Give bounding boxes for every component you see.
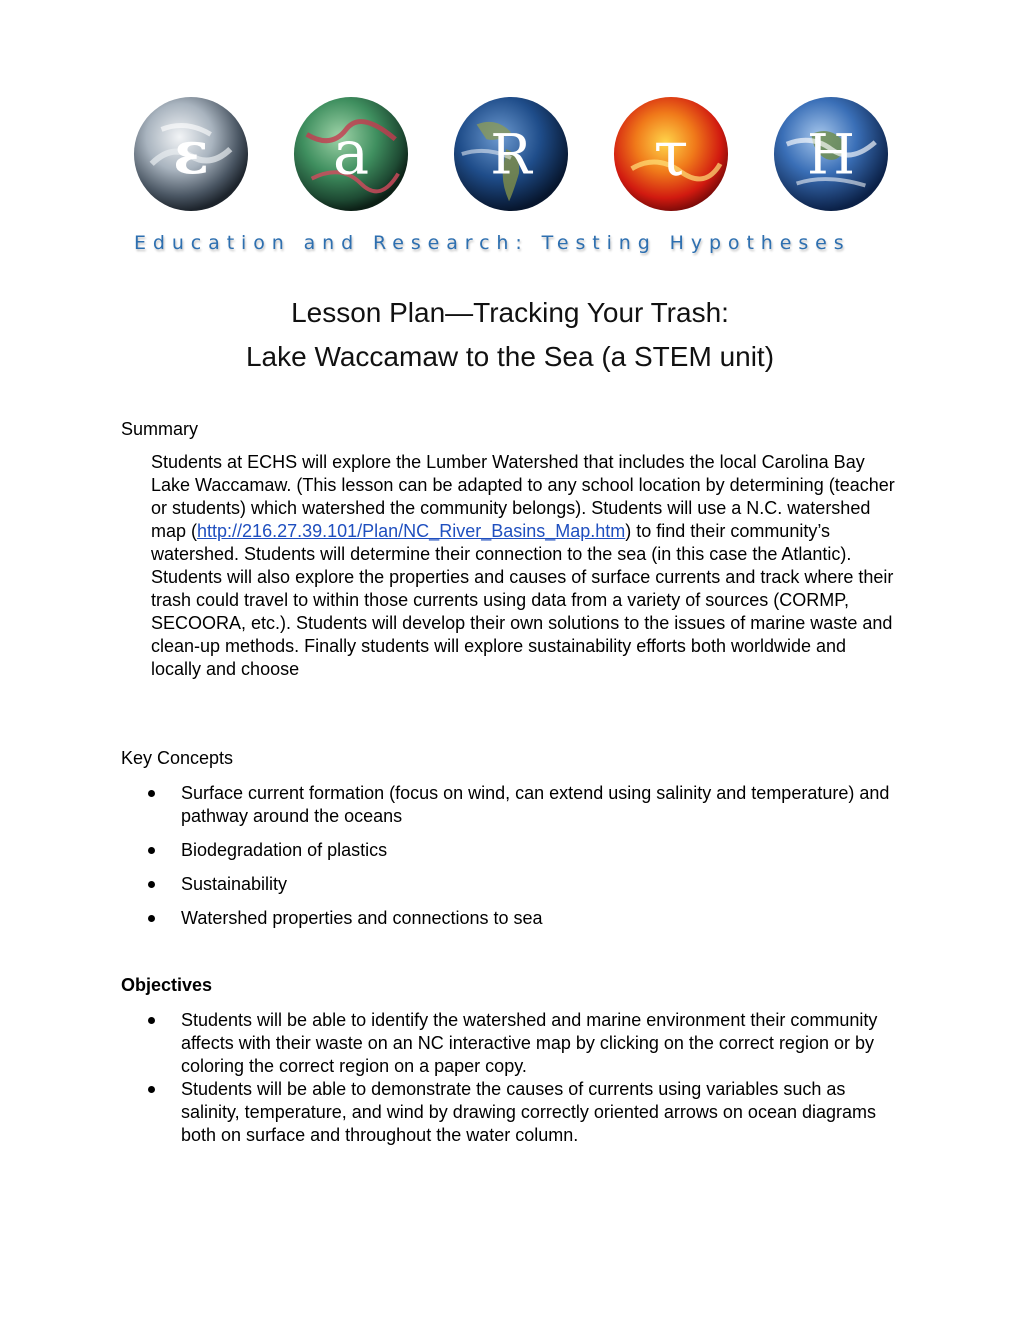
page-title-line-1: Lesson Plan—Tracking Your Trash: [291,297,729,328]
summary-heading: Summary [121,419,199,439]
logo-letter: H [806,122,856,187]
list-item [0,839,900,862]
summary-text-part-1: Students at ECHS will explore the Lumber Watershed that includes the local Carolina Bay Lake Waccamaw. (This lesson can be adapted to any school location by determining (teacher or students) which watershed the community belongs). Students will use a N.C. watershed map ( [151,452,895,541]
key-concepts-heading: Key Concepts [121,748,234,768]
list-item-text: Students will be able to identify the watershed and marine environment their community affects with their waste on an NC interactive map by clicking on the correct region or by coloring the correct region on a paper copy. [181,1010,878,1076]
globe-t-image [612,95,730,213]
bullet-icon [148,847,155,854]
list-item [0,1078,900,1147]
list-item-text: Biodegradation of plastics [181,840,388,860]
list-item-text: Sustainability [181,874,288,894]
objectives-list [0,1009,900,1147]
bullet-icon [148,790,155,797]
bullet-icon [148,915,155,922]
key-concepts-list [0,782,900,930]
globe-e-image [132,95,250,213]
logo-letter: τ [653,117,689,191]
list-item [0,907,900,930]
tagline: Education and Research: Testing Hypotheses [134,232,851,254]
list-item [0,873,900,896]
list-item-text: Students will be able to demonstrate the causes of currents using variables such as salinity, temperature, and wind by drawing correctly oriented arrows on ocean diagrams both on surface and throughout the water column. [181,1079,877,1145]
list-item [0,782,900,828]
globe-h-image [772,95,890,213]
bullet-icon [148,881,155,888]
globe-r-image [452,95,570,213]
list-item [0,1009,900,1078]
list-item-text: Surface current formation (focus on wind, can extend using salinity and temperature) and pathway around the oceans [181,783,890,826]
globe-a-image [292,95,410,213]
bullet-icon [148,1017,155,1024]
earth-logo [132,95,892,215]
logo-letter: R [490,122,532,187]
page-title-line-2: Lake Waccamaw to the Sea (a STEM unit) [245,341,775,372]
summary-paragraph [151,451,901,681]
watershed-map-link[interactable]: http://216.27.39.101/Plan/NC_River_Basins_Map.htm [197,521,626,541]
logo-letter: a [332,117,370,189]
logo-letter: ε [173,118,209,188]
bullet-icon [148,1086,155,1093]
list-item-text: Watershed properties and connections to sea [181,908,543,928]
summary-text-part-2: ) to find their community’s watershed. Students will determine their connection to the sea (in this case the Atlantic). Students will also explore the properties and causes of surface currents and track where their trash could travel to within those currents using data from a variety of sources (CORMP, SECOORA, etc.). Students will develop their own solutions to the issues of marine waste and clean-up methods. Finally students will explore sustainability efforts both worldwide and locally and choose [151,521,894,679]
objectives-heading: Objectives [121,975,213,995]
